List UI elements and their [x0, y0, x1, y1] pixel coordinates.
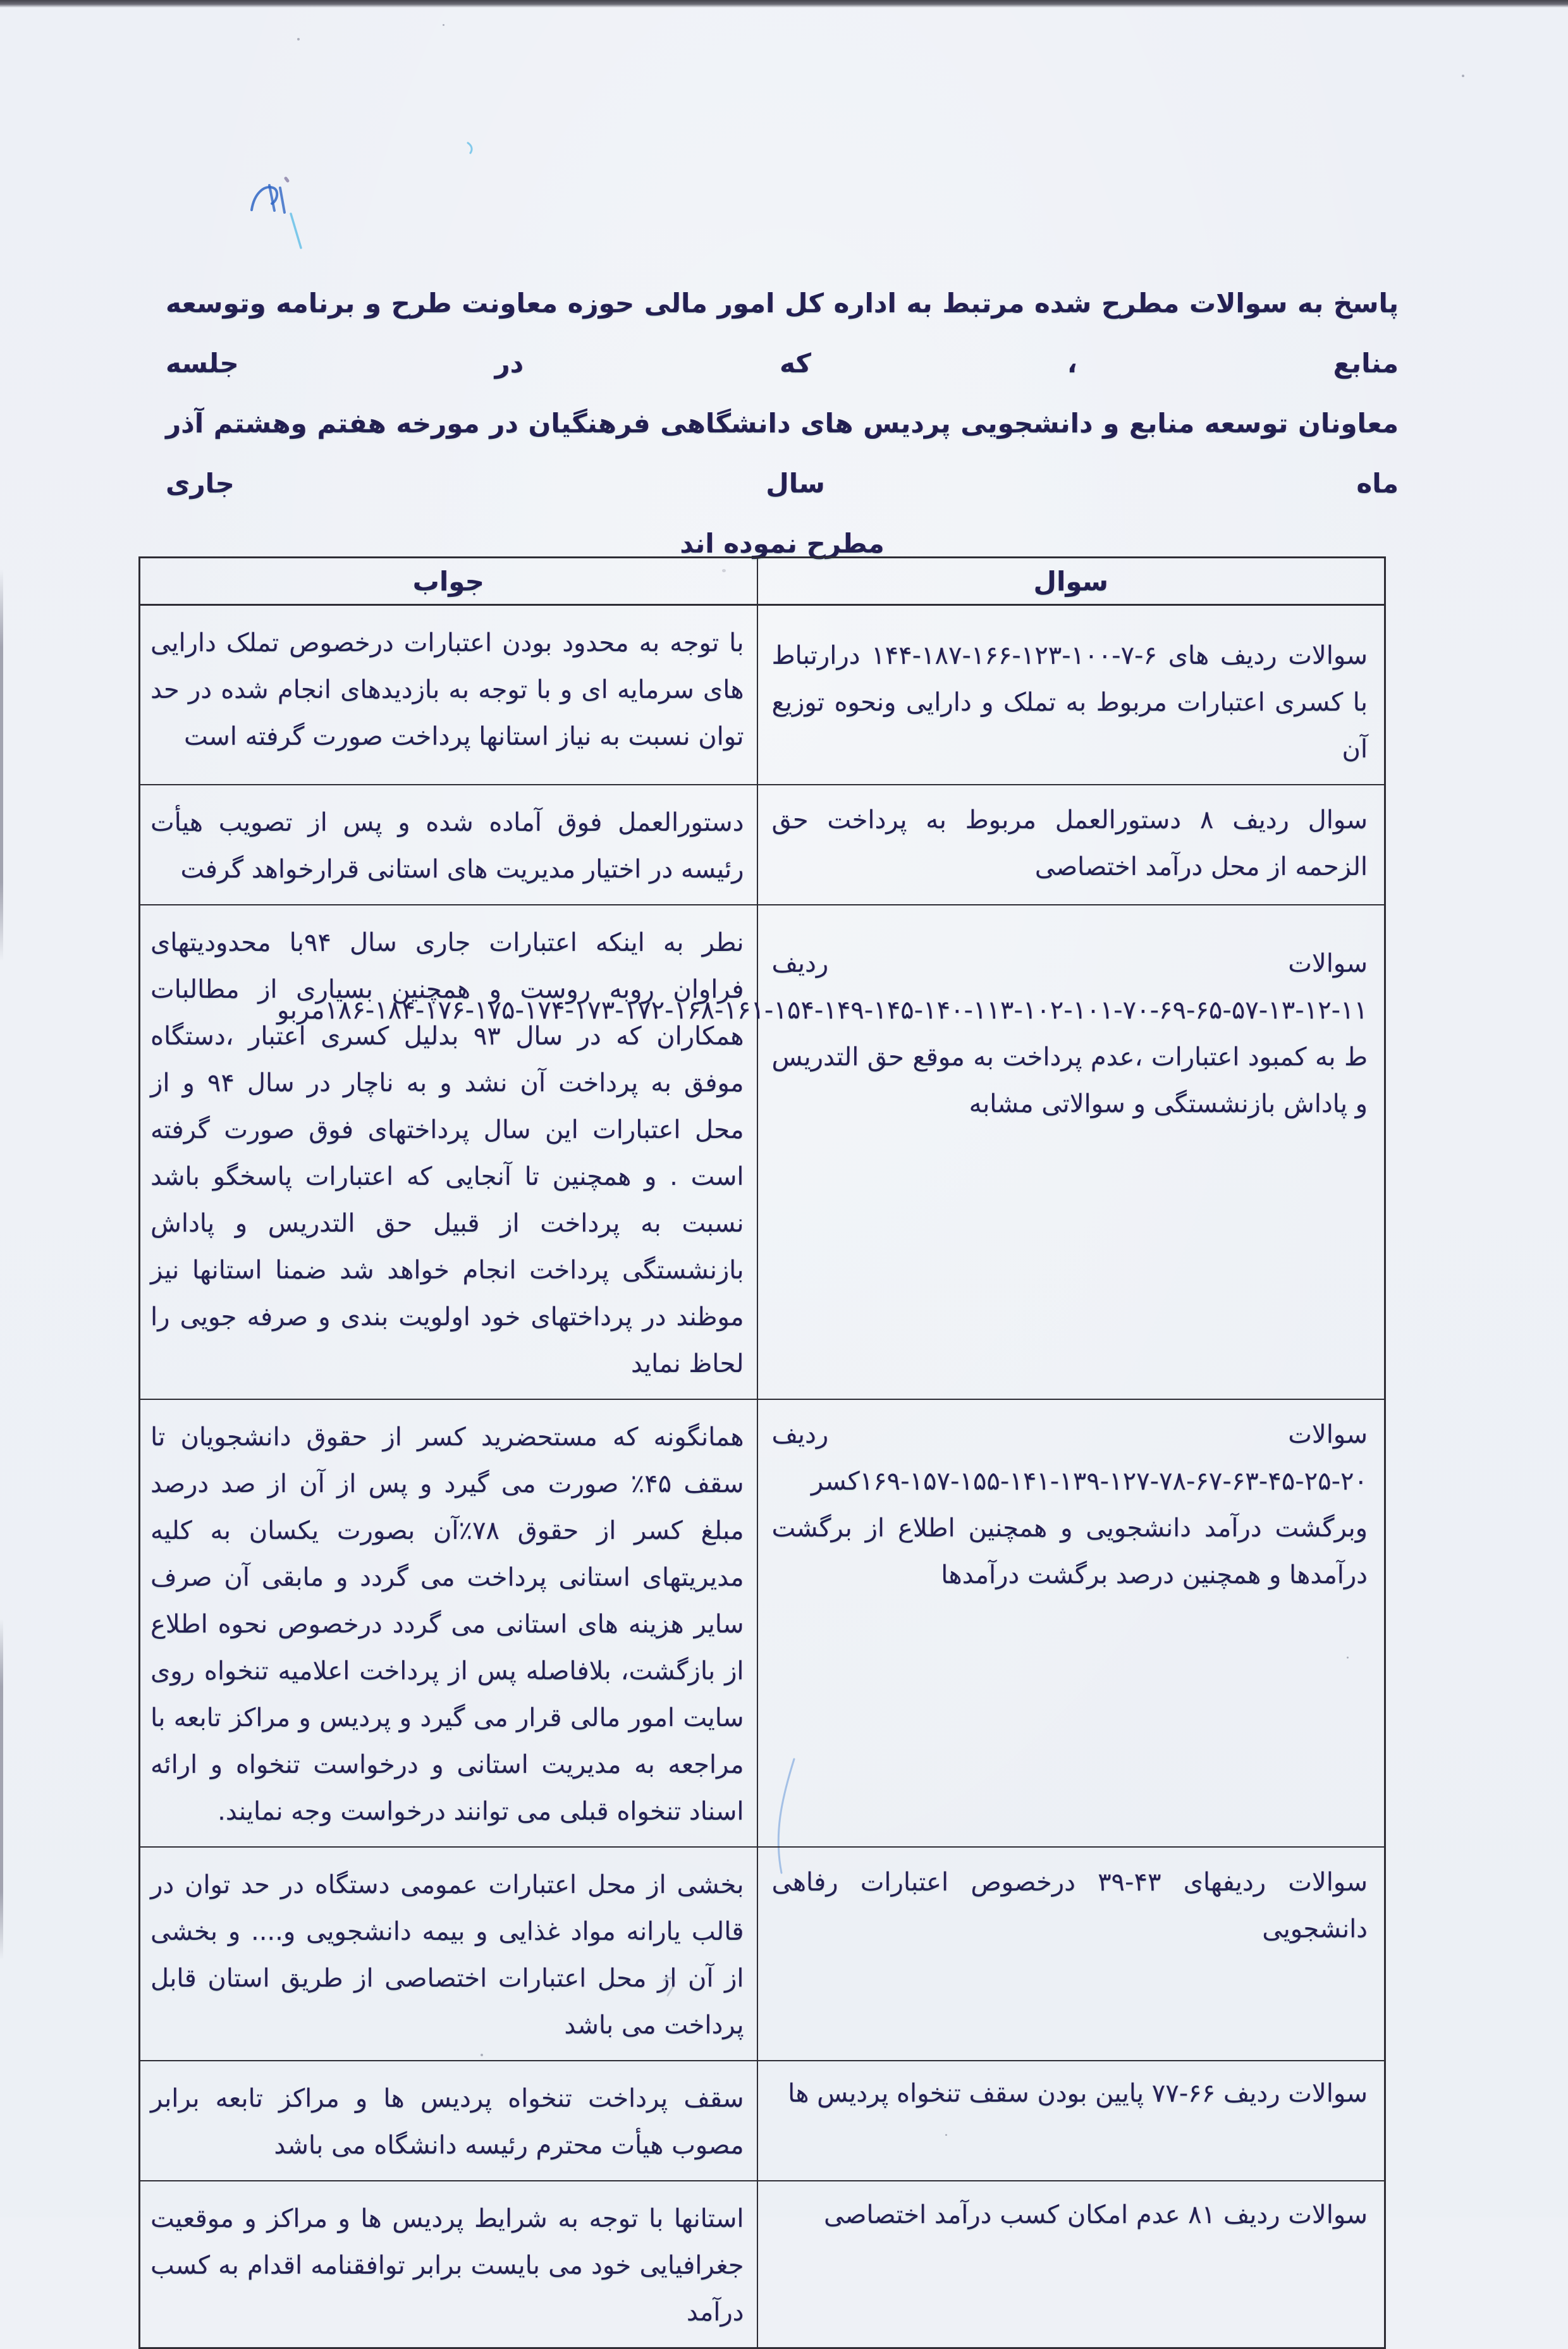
question-cell: سوالات ردیفهای ۴۳-۳۹ درخصوص اعتبارات رفاهی دانشجویی — [757, 1847, 1385, 2061]
answer-column-header: جواب — [140, 558, 757, 605]
question-cell: سوالات ردیف ۶۶-۷۷ پایین بودن سقف تنخواه پردیس ها — [757, 2061, 1385, 2181]
scan-speck — [443, 24, 444, 26]
question-column-header: سوال — [757, 558, 1385, 605]
question-cell: سوالات ردیف ۱۱-۱۲-۱۳-۵۷-۶۵-۶۹-۷۰-۱۰۱-۱۰۲-۱۱۳-۱۴۰-۱۴۵-۱۴۹-۱۵۴-۱۶۱-۱۶۸-۱۷۲-۱۷۳-۱۷۴-۱۷۵-۱۷۶-۱۸۴-۱۸۶مربو ط به کمبود اعتبارات ،عدم پرداخت به موقع حق التدریس و پاداش بازنشستگی و سوالاتی مشابه — [757, 905, 1385, 1399]
pen-doodle — [269, 185, 274, 211]
qa-table-body — [140, 605, 1385, 2348]
answer-cell: بخشی از محل اعتبارات عمومی دستگاه در حد توان در قالب یارانه مواد غذایی و بیمه دانشجویی و.... و بخشی از آن از محل اعتبارات اختصاصی از طریق استان قابل پرداخت می باشد — [140, 1847, 757, 2061]
answer-cell: با توجه به محدود بودن اعتبارات درخصوص تملک دارایی های سرمایه ای و با توجه به بازدیدهای انجام شده در حد توان نسبت به نیاز استانها پرداخت صورت گرفته است — [140, 605, 757, 785]
answer-cell: سقف پرداخت تنخواه پردیس ها و مراکز تابعه برابر مصوب هیأت محترم رئیسه دانشگاه می باشد — [140, 2061, 757, 2181]
header-line-3: مطرح نموده اند — [680, 528, 885, 559]
answer-cell: نطر به اینکه اعتبارات جاری سال ۹۴با محدودیتهای فراوان روبه روست و همچنین بسیاری از مطالبات همکاران که در سال ۹۳ بدلیل کسری اعتبار ،دستگاه موفق به پرداخت آن نشد و به ناچار در سال ۹۴ و از محل اعتبارات این سال پرداختهای فوق صورت گرفته است . و همچنین تا آنجایی که اعتبارات پاسخگو باشد نسبت به پرداخت از قبیل حق التدریس و پاداش بازنشستگی پرداخت انجام خواهد شد ضمنا استانها نیز موظند در پرداختهای خود اولویت بندی و صرفه جویی را لحاظ نماید — [140, 905, 757, 1399]
qa-row — [140, 605, 1385, 785]
scan-speck — [297, 38, 300, 40]
qa-table-header-row — [140, 558, 1385, 605]
qa-row — [140, 1847, 1385, 2061]
scan-edge-artifact-left — [0, 1619, 3, 1960]
qa-row — [140, 2061, 1385, 2181]
qa-row — [140, 1399, 1385, 1847]
pen-doodle — [252, 187, 277, 210]
pen-stroke — [468, 143, 472, 153]
answer-cell: استانها با توجه به شرایط پردیس ها و مراکز و موقعیت جغرافیایی خود می بایست برابر توافقنامه اقدام به کسب درآمد — [140, 2181, 757, 2348]
qa-table — [138, 556, 1386, 2349]
pen-doodle — [286, 178, 288, 181]
header-line-2: معاونان توسعه منابع و دانشجویی پردیس های دانشگاهی فرهنگیان در مورخه هفتم وهشتم آذر ماه سال جاری — [166, 408, 1399, 499]
pen-doodle — [280, 188, 285, 212]
answer-cell: همانگونه که مستحضرید کسر از حقوق دانشجویان تا سقف ۴۵٪ صورت می گیرد و پس از آن از صد درصد مبلغ کسر از حقوق ۷۸٪آن بصورت یکسان به کلیه مدیریتهای استانی پرداخت می گردد و مابقی آن صرف سایر هزینه های استانی می گردد درخصوص نحوه اطلاع از بازگشت، بلافاصله پس از پرداخت اعلامیه تنخواه روی سایت امور مالی قرار می گیرد و پردیس و مراکز تابعه با مراجعه به مدیریت استانی و درخواست تنخواه و ارائه اسناد تنخواه قبلی می توانند درخواست وجه نمایند. — [140, 1399, 757, 1847]
header-line-1: پاسخ به سوالات مطرح شده مرتبط به اداره کل امور مالی حوزه معاونت طرح و برنامه وتوسعه منابع ، که در جلسه — [166, 288, 1399, 379]
question-cell: سوالات ردیف های ۶-۷-۱۰۰-۱۲۳-۱۶۶-۱۸۷-۱۴۴ درارتباط با کسری اعتبارات مربوط به تملک و دارایی ونحوه توزیع آن — [757, 605, 1385, 785]
scan-edge-artifact-top — [0, 0, 1568, 8]
question-cell: سوالات ردیف ۲۰-۲۵-۴۵-۶۳-۶۷-۷۸-۱۲۷-۱۳۹-۱۴۱-۱۵۵-۱۵۷-۱۶۹کسر وبرگشت درآمد دانشجویی و همچنین اطلاع از برگشت درآمدها و همچنین درصد برگشت درآمدها — [757, 1399, 1385, 1847]
scan-edge-artifact-left — [0, 569, 3, 961]
qa-row — [140, 905, 1385, 1399]
question-cell: سوالات ردیف ۸۱ عدم امکان کسب درآمد اختصاصی — [757, 2181, 1385, 2348]
qa-row — [140, 2181, 1385, 2348]
pen-stroke — [291, 214, 301, 248]
qa-row — [140, 785, 1385, 905]
question-cell: سوال ردیف ۸ دستورالعمل مربوط به پرداخت حق الزحمه از محل درآمد اختصاصی — [757, 785, 1385, 905]
answer-cell: دستورالعمل فوق آماده شده و پس از تصویب هیأت رئیسه در اختیار مدیریت های استانی قرارخواهد گرفت — [140, 785, 757, 905]
scan-speck — [1462, 75, 1464, 77]
document-header — [166, 273, 1399, 573]
